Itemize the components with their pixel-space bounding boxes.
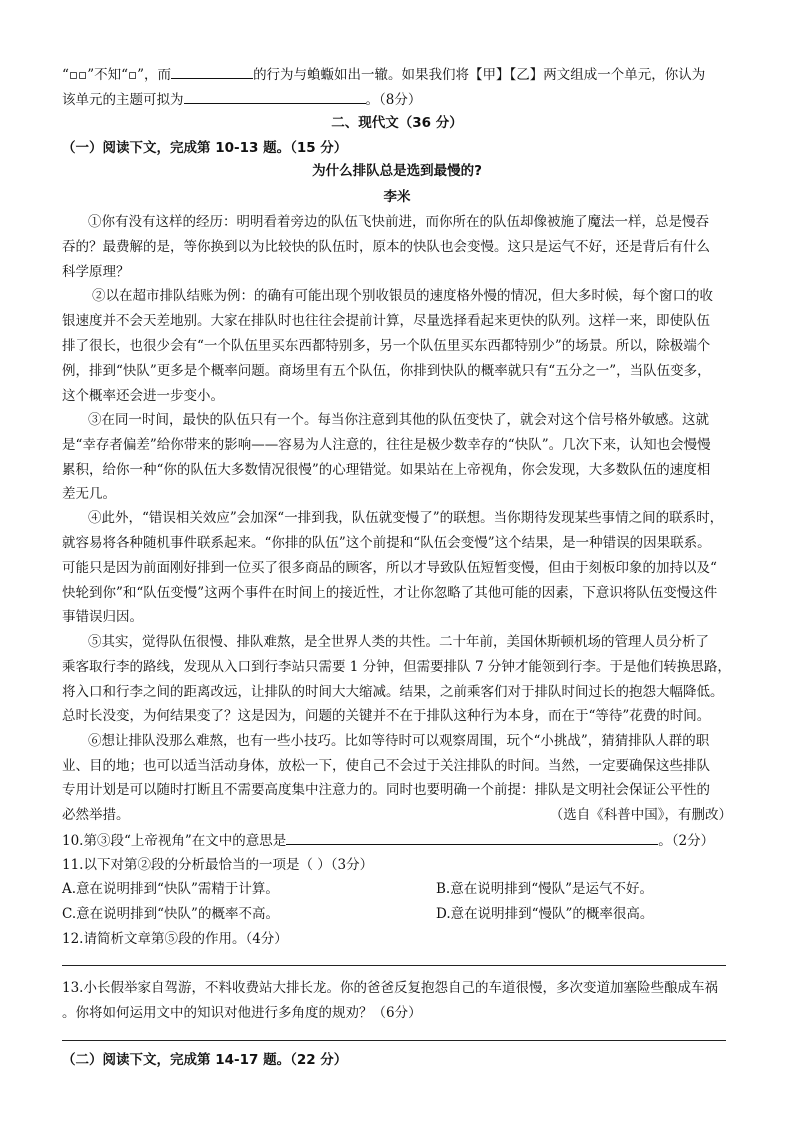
paragraph-5-line: 将入口和行李之间的距离改远，让排队的时间大大缩减。结果，之前乘客们对于排队时间过长的抱怨大幅降低。 [62, 684, 724, 700]
answer-blank[interactable] [286, 830, 658, 845]
question-11: 11.以下对第②段的分析最恰当的一项是（ ）（3分） [62, 857, 374, 873]
paragraph-2-line: 银速度并不会天差地别。大家在排队时也往往会提前计算，尽量选择看起来更快的队列。这样一来，即使队伍 [62, 313, 710, 329]
question-13-line: 13.小长假举家自驾游，不料收费站大排长龙。你的爸爸反复抱怨自己的车道很慢，多次变道加塞险些酿成车祸 [62, 980, 718, 996]
top-text-2a: 该单元的主题可拟为 [62, 92, 184, 108]
answer-blank[interactable] [171, 64, 253, 79]
top-line-2 [62, 89, 732, 110]
paragraph-6-line: ⑥想让排队没那么难熬，也有一些小技巧。比如等待时可以观察周围，玩个“小挑战”，猜猜排队人群的职 [88, 733, 710, 749]
question-10-text: 10.第③段“上帝视角”在文中的意思是 [62, 833, 287, 849]
question-13-line: 。你将如何运用文中的知识对他进行多角度的规劝？（6分） [62, 1005, 422, 1021]
top-text-1a: “▫▫”不知“▫”，而 [62, 67, 172, 83]
paragraph-1-line: 吞的？最费解的是，等你换到以为比较快的队伍时，原本的快队也会变慢。这只是运气不好，还是背后有什么 [62, 239, 710, 255]
paragraph-4-line: 快轮到你”和“队伍变慢”这两个事件在时间上的接近性，才让你忽略了其他可能的因素，下意识将队伍变慢这件 [62, 585, 718, 601]
paragraph-3-line: 是“幸存者偏差”给你带来的影响——容易为人注意的，往往是极少数幸存的“快队”。几次下来，认知也会慢慢 [62, 437, 711, 453]
paragraph-3-line: ③在同一时间，最快的队伍只有一个。每当你注意到其他的队伍变快了，就会对这个信号格外敏感。这就 [88, 412, 709, 428]
option-b[interactable]: B.意在说明排到“慢队”是运气不好。 [436, 881, 654, 897]
paragraph-2-line: 排了很长，也很少会有“一个队伍里买东西都特别多，另一个队伍里买东西都特别少”的场景。所以，除极端个 [62, 338, 711, 354]
paragraph-6-line: 专用计划是可以随时打断且不需要高度集中注意力的。同时也要明确一个前提：排队是文明社会保证公平性的 [62, 782, 710, 798]
question-10 [62, 830, 732, 851]
option-c[interactable]: C.意在说明排到“快队”的概率不高。 [62, 906, 279, 922]
answer-line[interactable] [62, 965, 726, 966]
paragraph-4-line: 可能只是因为前面刚好排到一位买了很多商品的顾客，所以才导致队伍短暂变慢，但由于刻板印象的加持以及“ [62, 560, 717, 576]
paragraph-6-line: 业、目的地；也可以适当活动身体，放松一下，使自己不会过于关注排队的时间。当然，一定要确保这些排队 [62, 758, 710, 774]
question-12: 12.请简析文章第⑤段的作用。（4分） [62, 931, 288, 947]
paragraph-1-line: ①你有没有这样的经历：明明看着旁边的队伍飞快前进，而你所在的队伍却像被施了魔法一样，总是慢吞 [88, 214, 709, 230]
paragraph-5-line: 乘客取行李的路线，发现从入口到行李站只需要 1 分钟，但需要排队 7 分钟才能领到行李。于是他们转换思路， [62, 659, 731, 675]
article-title: 为什么排队总是选到最慢的? [312, 163, 482, 179]
paragraph-5-line: ⑤其实，觉得队伍很慢、排队难熬，是全世界人类的共性。二十年前，美国休斯顿机场的管理人员分析了 [88, 634, 709, 650]
option-d[interactable]: D.意在说明排到“慢队”的概率很高。 [436, 906, 654, 922]
paragraph-2-line: 这个概率还会进一步变小。 [62, 388, 224, 404]
option-a[interactable]: A.意在说明排到“快队”需精于计算。 [62, 881, 279, 897]
paragraph-4-line: 事错误归因。 [62, 609, 143, 625]
question-10-points: 。（2分） [658, 833, 715, 849]
paragraph-4-line: 就容易将各种随机事件联系起来。“你排的队伍”这个前提和“队伍会变慢”这个结果，是一种错误的因果联系。 [62, 535, 711, 551]
paragraph-2-line: ②以在超市排队结账为例：的确有可能出现个别收银员的速度格外慢的情况，但大多时候，每个窗口的收 [92, 288, 713, 304]
paragraph-3-line: 差无几。 [62, 486, 116, 502]
part-1-heading: （一）阅读下文，完成第 10-13 题。（15 分） [62, 140, 348, 156]
top-text-2b: 。（8分） [365, 92, 422, 108]
paragraph-3-line: 累积，给你一种“你的队伍大多数情况很慢”的心理错觉。如果站在上帝视角，你会发现，大多数队伍的速度相 [62, 462, 711, 478]
top-text-1b: 的行为与蝜蝂如出一辙。如果我们将【甲】【乙】两文组成一个单元，你认为 [253, 67, 706, 83]
top-line-1 [62, 64, 732, 85]
paragraph-1-line: 科学原理？ [62, 264, 130, 280]
answer-line[interactable] [62, 1040, 726, 1041]
paragraph-4-line: ④此外，“错误相关效应”会加深“一排到我，队伍就变慢了”的联想。当你期待发现某些事情之间的联系时， [88, 510, 724, 526]
part-2-heading: （二）阅读下文，完成第 14-17 题。（22 分） [62, 1052, 348, 1068]
article-author: 李米 [383, 189, 411, 205]
article-source: （选自《科普中国》，有删改） [549, 807, 732, 823]
answer-blank[interactable] [184, 89, 366, 104]
section-heading: 二、现代文（36 分） [331, 115, 463, 131]
paragraph-6-line: 必然举措。 [62, 807, 130, 823]
paragraph-5-line: 总时长没变，为何结果变了？这是因为，问题的关键并不在于排队这种行为本身，而在于“等待”花费的时间。 [62, 708, 711, 724]
paragraph-2-line: 例，排到“快队”更多是个概率问题。商场里有五个队伍，你排到快队的概率就只有“五分之一”，当队伍变多， [62, 363, 711, 379]
